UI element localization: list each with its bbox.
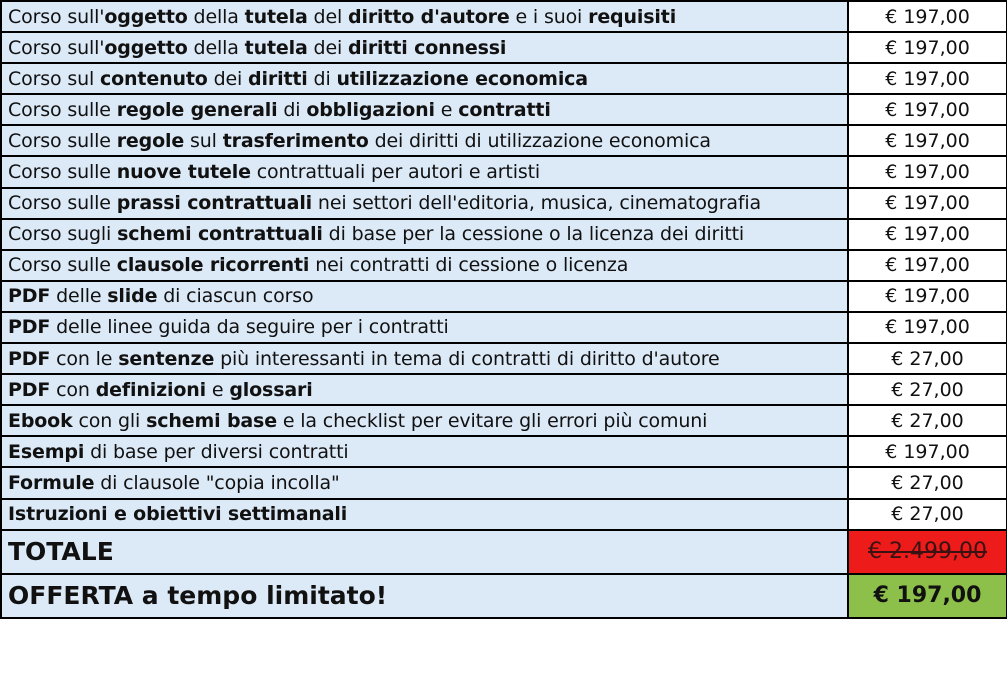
description-text: Corso sulle <box>8 161 117 184</box>
total-price: € 2.499,00 <box>848 530 1007 574</box>
description-bold-text: trasferimento <box>222 129 369 152</box>
description-text: sul <box>184 129 223 152</box>
description-bold-text: PDF <box>8 316 51 339</box>
item-description <box>1 1 848 32</box>
item-description <box>1 499 848 530</box>
description-bold-text: contenuto <box>100 67 208 90</box>
item-description <box>1 188 848 219</box>
description-text: nei contratti di cessione o licenza <box>309 254 629 277</box>
item-description <box>1 63 848 94</box>
description-bold-text: utilizzazione economica <box>336 67 588 90</box>
description-bold-text: diritti connessi <box>348 36 507 59</box>
description-text: dei <box>207 67 249 90</box>
description-text: e <box>206 378 230 401</box>
description-bold-text: Formule <box>8 471 95 494</box>
description-text: con gli <box>72 409 147 432</box>
description-text: e i suoi <box>509 5 589 28</box>
description-text: con <box>50 378 96 401</box>
description-bold-text: regole <box>116 129 185 152</box>
description-bold-text: nuove tutele <box>116 161 251 184</box>
total-label: TOTALE <box>1 530 848 574</box>
table-row <box>1 405 1007 436</box>
table-row <box>1 281 1007 312</box>
description-text: di ciascun corso <box>157 285 314 308</box>
description-bold-text: oggetto <box>104 36 188 59</box>
description-text: più interessanti in tema di contratti di diritto d'autore <box>214 347 720 370</box>
item-description <box>1 219 848 250</box>
item-description <box>1 281 848 312</box>
offer-price: € 197,00 <box>848 574 1007 618</box>
table-row <box>1 219 1007 250</box>
description-text: Corso sugli <box>8 223 118 246</box>
item-price: € 27,00 <box>848 374 1007 405</box>
description-bold-text: prassi contrattuali <box>116 192 313 215</box>
table-row <box>1 499 1007 530</box>
table-row <box>1 63 1007 94</box>
table-row <box>1 94 1007 125</box>
item-list <box>1 1 1007 618</box>
item-price: € 197,00 <box>848 156 1007 187</box>
description-text: Corso sulle <box>8 98 117 121</box>
item-price: € 197,00 <box>848 125 1007 156</box>
item-price: € 197,00 <box>848 281 1007 312</box>
item-description <box>1 250 848 281</box>
table-row <box>1 312 1007 343</box>
item-description <box>1 94 848 125</box>
description-bold-text: contratti <box>458 98 551 121</box>
item-price: € 197,00 <box>848 436 1007 467</box>
item-description <box>1 156 848 187</box>
table-row <box>1 343 1007 374</box>
description-bold-text: oggetto <box>104 5 188 28</box>
description-text: e la checklist per evitare gli errori più comuni <box>276 409 708 432</box>
item-description <box>1 125 848 156</box>
item-price: € 27,00 <box>848 405 1007 436</box>
description-text: di clausole "copia incolla" <box>94 471 340 494</box>
offer-row <box>1 574 1007 618</box>
description-bold-text: Istruzioni e obiettivi settimanali <box>8 503 348 526</box>
description-text: della <box>187 5 245 28</box>
description-bold-text: PDF <box>8 285 51 308</box>
description-text: delle <box>50 285 108 308</box>
description-text: e <box>434 98 459 121</box>
description-text: del <box>307 5 349 28</box>
item-price: € 27,00 <box>848 499 1007 530</box>
description-text: Corso sulle <box>8 254 117 277</box>
description-text: di <box>307 67 337 90</box>
table-row <box>1 32 1007 63</box>
description-bold-text: clausole ricorrenti <box>116 254 310 277</box>
item-description <box>1 343 848 374</box>
description-text: Corso sull' <box>8 36 105 59</box>
description-bold-text: definizioni <box>95 378 207 401</box>
item-price: € 27,00 <box>848 343 1007 374</box>
description-text: Corso sulle <box>8 129 117 152</box>
description-text: Corso sulle <box>8 192 117 215</box>
description-bold-text: regole generali <box>116 98 278 121</box>
description-bold-text: diritto d'autore <box>348 5 510 28</box>
description-bold-text: requisiti <box>588 5 677 28</box>
description-text: delle linee guida da seguire per i contratti <box>50 316 449 339</box>
description-text: Corso sul <box>8 67 101 90</box>
item-description <box>1 405 848 436</box>
description-bold-text: sentenze <box>118 347 215 370</box>
description-bold-text: slide <box>107 285 158 308</box>
item-description <box>1 436 848 467</box>
description-bold-text: tutela <box>244 36 308 59</box>
description-bold-text: Ebook <box>8 409 73 432</box>
item-description <box>1 467 848 498</box>
description-text: di <box>277 98 307 121</box>
table-row <box>1 374 1007 405</box>
table-row <box>1 436 1007 467</box>
description-bold-text: diritti <box>248 67 308 90</box>
table-row <box>1 156 1007 187</box>
description-text: di base per la cessione o la licenza dei diritti <box>322 223 745 246</box>
item-price: € 197,00 <box>848 250 1007 281</box>
description-bold-text: tutela <box>244 5 308 28</box>
item-price: € 197,00 <box>848 219 1007 250</box>
item-price: € 197,00 <box>848 188 1007 219</box>
description-text: di base per diversi contratti <box>84 440 349 463</box>
item-price: € 27,00 <box>848 467 1007 498</box>
item-description <box>1 312 848 343</box>
item-price: € 197,00 <box>848 32 1007 63</box>
item-description <box>1 374 848 405</box>
table-row <box>1 467 1007 498</box>
item-price: € 197,00 <box>848 94 1007 125</box>
table-row <box>1 1 1007 32</box>
description-bold-text: glossari <box>229 378 313 401</box>
description-bold-text: schemi contrattuali <box>117 223 323 246</box>
description-text: dei diritti di utilizzazione economica <box>368 129 711 152</box>
description-bold-text: PDF <box>8 378 51 401</box>
description-text: contrattuali per autori e artisti <box>250 161 541 184</box>
item-price: € 197,00 <box>848 312 1007 343</box>
description-bold-text: schemi base <box>146 409 277 432</box>
description-text: dei <box>307 36 349 59</box>
item-price: € 197,00 <box>848 63 1007 94</box>
description-bold-text: obbligazioni <box>306 98 435 121</box>
description-bold-text: Esempi <box>8 440 85 463</box>
offer-label: OFFERTA a tempo limitato! <box>1 574 848 618</box>
description-text: della <box>187 36 245 59</box>
table-row <box>1 250 1007 281</box>
description-text: nei settori dell'editoria, musica, cinematografia <box>312 192 762 215</box>
item-description <box>1 32 848 63</box>
table-row <box>1 125 1007 156</box>
table-row <box>1 188 1007 219</box>
description-text: Corso sull' <box>8 5 105 28</box>
total-row <box>1 530 1007 574</box>
item-price: € 197,00 <box>848 1 1007 32</box>
description-text: con le <box>50 347 119 370</box>
description-bold-text: PDF <box>8 347 51 370</box>
